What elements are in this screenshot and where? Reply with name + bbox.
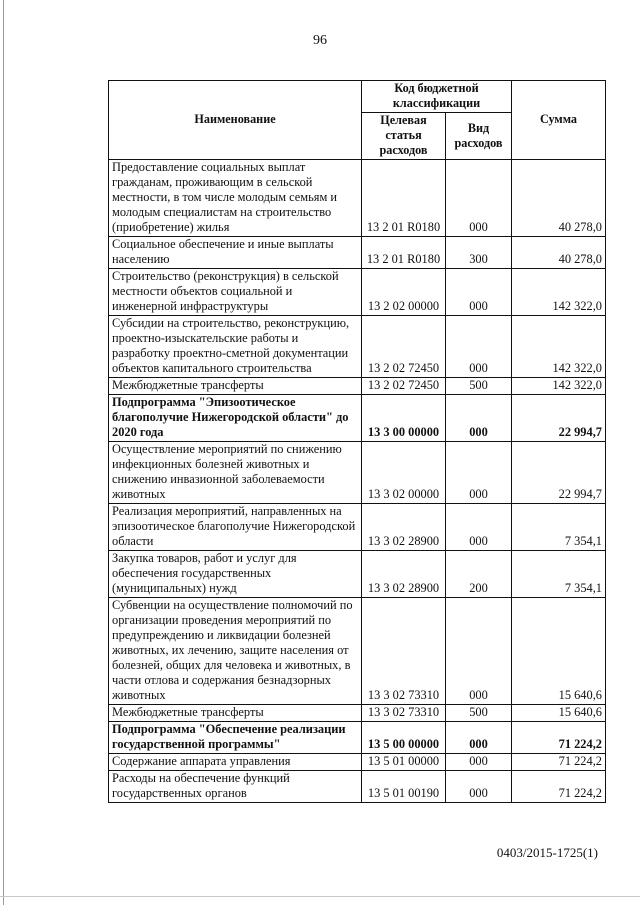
header-name: Наименование (109, 81, 362, 160)
row-name: Социальное обеспечение и иные выплаты населению (109, 237, 362, 269)
table-row (109, 378, 606, 395)
row-sum: 71 224,2 (512, 771, 606, 803)
row-target-article: 13 3 02 28900 (362, 551, 446, 598)
header-expense-type: Вид расходов (446, 113, 512, 160)
table-row (109, 722, 606, 754)
row-target-article: 13 3 00 00000 (362, 395, 446, 442)
table-row (109, 269, 606, 316)
row-name: Субсидии на строительство, реконструкцию, проектно-изыскательские работы и разработку проектно-сметной документации объектов капитального строительства (109, 316, 362, 378)
row-target-article: 13 5 01 00000 (362, 754, 446, 771)
row-expense-type: 000 (446, 395, 512, 442)
table-row (109, 754, 606, 771)
row-expense-type: 000 (446, 598, 512, 705)
row-expense-type: 300 (446, 237, 512, 269)
row-name: Межбюджетные трансферты (109, 378, 362, 395)
row-target-article: 13 2 01 R0180 (362, 160, 446, 237)
row-name: Межбюджетные трансферты (109, 705, 362, 722)
row-sum: 40 278,0 (512, 237, 606, 269)
row-target-article: 13 3 02 28900 (362, 504, 446, 551)
row-name: Реализация мероприятий, направленных на эпизоотическое благополучие Нижегородской области (109, 504, 362, 551)
table-row (109, 504, 606, 551)
row-target-article: 13 3 02 73310 (362, 705, 446, 722)
row-sum: 71 224,2 (512, 722, 606, 754)
row-target-article: 13 2 02 00000 (362, 269, 446, 316)
header-target-article: Целевая статья расходов (362, 113, 446, 160)
row-name: Предоставление социальных выплат гражданам, проживающим в сельской местности, в том числе молодым семьям и молодым специалистам на строительство (приобретение) жилья (109, 160, 362, 237)
table-row (109, 771, 606, 803)
table-row (109, 551, 606, 598)
row-expense-type: 500 (446, 378, 512, 395)
row-name: Подпрограмма "Обеспечение реализации государственной программы" (109, 722, 362, 754)
table-row (109, 598, 606, 705)
row-target-article: 13 3 02 73310 (362, 598, 446, 705)
table-row (109, 237, 606, 269)
table-row (109, 316, 606, 378)
scan-edge-bottom (0, 896, 640, 897)
row-sum: 22 994,7 (512, 395, 606, 442)
row-expense-type: 000 (446, 771, 512, 803)
table-row (109, 160, 606, 237)
table-row (109, 442, 606, 504)
row-target-article: 13 5 01 00190 (362, 771, 446, 803)
row-name: Подпрограмма "Эпизоотическое благополучие Нижегородской области" до 2020 года (109, 395, 362, 442)
row-expense-type: 000 (446, 160, 512, 237)
row-sum: 142 322,0 (512, 316, 606, 378)
row-name: Закупка товаров, работ и услуг для обеспечения государственных (муниципальных) нужд (109, 551, 362, 598)
row-name: Субвенции на осуществление полномочий по организации проведения мероприятий по предупреждению и ликвидации болезней животных, их лечению, защите населения от болезней, общих для человека и животных, в части отлова и содержания безнадзорных животных (109, 598, 362, 705)
table-header (109, 81, 606, 160)
row-sum: 22 994,7 (512, 442, 606, 504)
document-code: 0403/2015-1725(1) (496, 845, 598, 860)
row-expense-type: 200 (446, 551, 512, 598)
row-name: Строительство (реконструкция) в сельской местности объектов социальной и инженерной инфраструктуры (109, 269, 362, 316)
row-sum: 142 322,0 (512, 269, 606, 316)
row-expense-type: 000 (446, 442, 512, 504)
row-expense-type: 000 (446, 722, 512, 754)
row-target-article: 13 2 02 72450 (362, 378, 446, 395)
row-name: Осуществление мероприятий по снижению инфекционных болезней животных и снижению инвазионной заболеваемости животных (109, 442, 362, 504)
table-row (109, 395, 606, 442)
row-target-article: 13 3 02 00000 (362, 442, 446, 504)
row-name: Содержание аппарата управления (109, 754, 362, 771)
budget-table (108, 80, 606, 803)
row-sum: 40 278,0 (512, 160, 606, 237)
row-sum: 15 640,6 (512, 705, 606, 722)
row-sum: 142 322,0 (512, 378, 606, 395)
row-sum: 71 224,2 (512, 754, 606, 771)
row-name: Расходы на обеспечение функций государственных органов (109, 771, 362, 803)
row-expense-type: 000 (446, 316, 512, 378)
header-budget-code: Код бюджетной классификации (362, 81, 512, 113)
row-expense-type: 000 (446, 269, 512, 316)
row-expense-type: 000 (446, 504, 512, 551)
row-target-article: 13 2 01 R0180 (362, 237, 446, 269)
row-target-article: 13 5 00 00000 (362, 722, 446, 754)
row-expense-type: 500 (446, 705, 512, 722)
row-expense-type: 000 (446, 754, 512, 771)
row-sum: 15 640,6 (512, 598, 606, 705)
table-body (109, 160, 606, 803)
row-sum: 7 354,1 (512, 504, 606, 551)
row-target-article: 13 2 02 72450 (362, 316, 446, 378)
page-number: 96 (313, 33, 327, 48)
scan-edge-left (3, 0, 4, 905)
table-row (109, 705, 606, 722)
row-sum: 7 354,1 (512, 551, 606, 598)
header-sum: Сумма (512, 81, 606, 160)
